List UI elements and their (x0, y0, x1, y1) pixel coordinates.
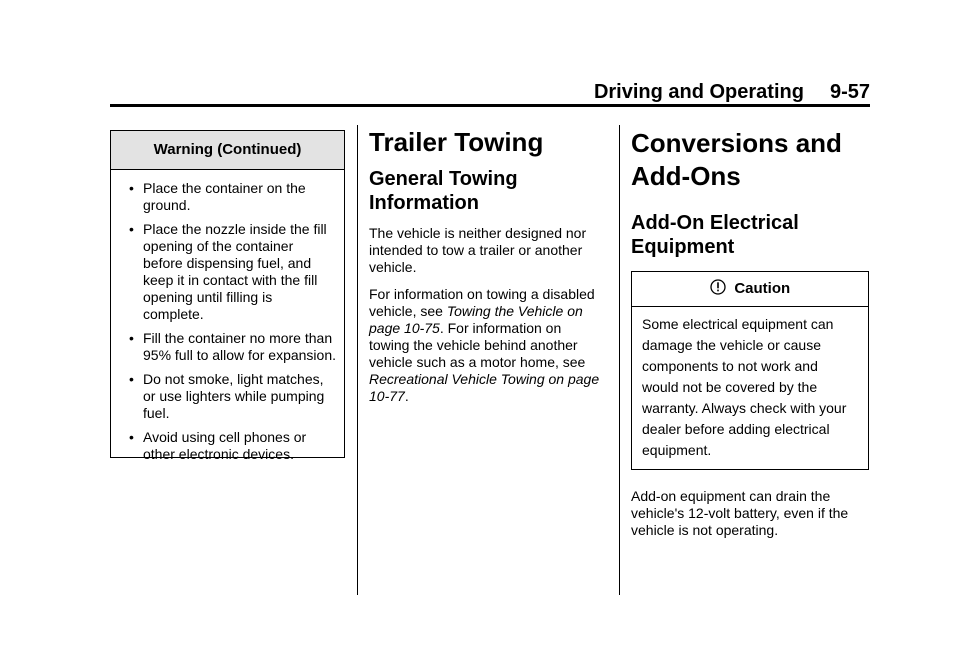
list-item: • Place the container on the ground. (129, 180, 306, 213)
bullet-icon: • (129, 429, 134, 445)
recreational-towing-reference[interactable]: Recreational Vehicle Towing on page 10-77 (369, 371, 600, 404)
warning-box (110, 130, 345, 462)
list-item: • Fill the container no more than 95% full to allow for expansion. (129, 330, 336, 363)
add-on-paragraph: Add-on equipment can drain the vehicle's 12-volt battery, even if the vehicle is not operating. (631, 488, 849, 538)
column-divider-right (619, 125, 620, 595)
trailer-paragraph-2: For information on towing a disabled vehicle, see Towing the Vehicle on page 10-75. For information on towing the vehicle behind another vehicle such as a motor home, see Recreational Vehicle Towing on page 10-77. (369, 286, 600, 404)
list-item: • Place the nozzle inside the fill opening of the container before dispensing fuel, and keep it in contact with the fill opening until filling is complete. (129, 221, 327, 322)
column-divider-left (357, 125, 358, 595)
electrical-equipment-heading: Add-On Electrical Equipment (631, 212, 799, 258)
caution-icon (710, 280, 730, 297)
caution-text: Some electrical equipment can damage the vehicle or cause components to not work and would not be covered by the warranty. Always check with your dealer before adding electrical equipment. (642, 316, 847, 458)
towing-vehicle-reference[interactable]: Towing the Vehicle on page 10-75 (369, 303, 583, 336)
section-title: Driving and Operating (593, 81, 804, 103)
list-item: • Avoid using cell phones or other electronic devices. (129, 429, 307, 462)
trailer-towing-heading: Trailer Towing (369, 127, 544, 157)
header-rule (110, 104, 870, 107)
bullet-icon: • (129, 180, 134, 196)
conversions-heading: Conversions and Add-Ons (631, 128, 842, 191)
list-item: • Do not smoke, light matches, or use lighters while pumping fuel. (129, 371, 325, 421)
warning-title: Warning (Continued) (111, 131, 344, 170)
warning-list (111, 170, 344, 463)
trailer-towing-section (369, 127, 605, 405)
page-number: 9-57 (829, 81, 870, 103)
caution-box (631, 271, 869, 470)
bullet-icon: • (129, 330, 134, 346)
trailer-paragraph-1: The vehicle is neither designed nor intended to tow a trailer or another vehicle. (369, 225, 587, 275)
caution-title: Caution (734, 280, 791, 297)
bullet-icon: • (129, 221, 134, 237)
general-towing-heading: General Towing Information (369, 168, 518, 214)
bullet-icon: • (129, 371, 134, 387)
conversions-section (631, 127, 871, 539)
page-header (110, 80, 870, 104)
caution-header (632, 272, 868, 307)
